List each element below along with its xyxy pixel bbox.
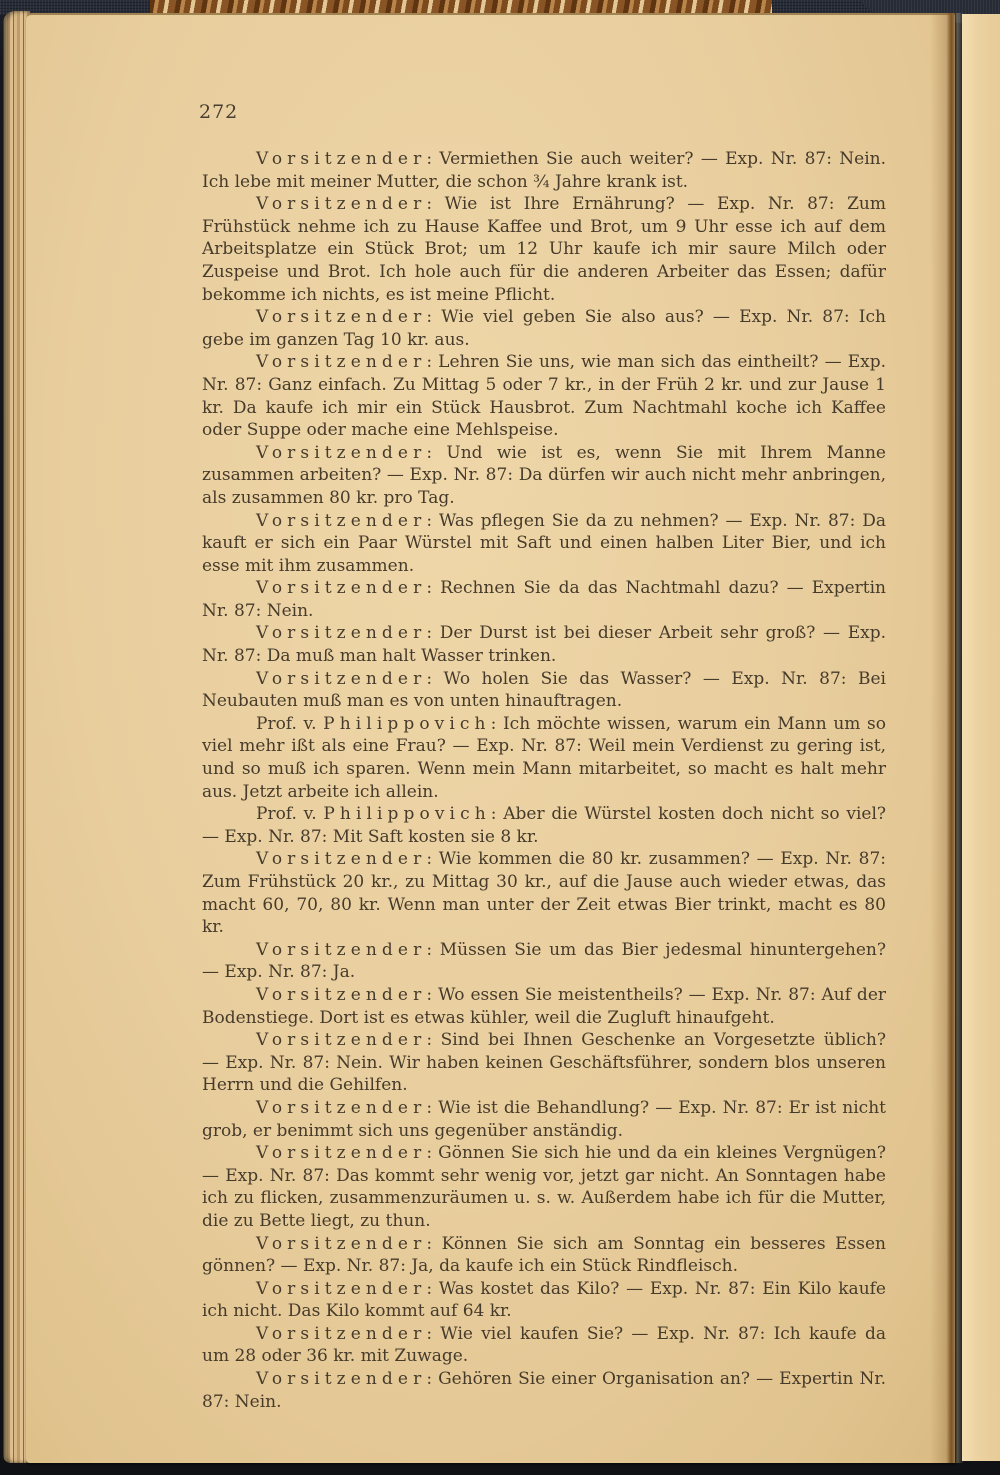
paragraph: Vorsitzender: Was pflegen Sie da zu nehmen? — Exp. Nr. 87: Da kauft er sich ein Paar Würstel mit Saft und einen halben Liter Bier, und ich esse mit ihm zusammen. [202, 510, 886, 576]
text-block [202, 148, 886, 1413]
speaker-label: Vorsitzender [256, 352, 427, 373]
paragraph: Vorsitzender: Wie kommen die 80 kr. zusammen? — Exp. Nr. 87: Zum Frühstück 20 kr., zu Mittag 30 kr., auf die Jause auch wieder etwas, das macht 60, 70, 80 kr. Wenn man unter der Zeit etwas Bier trinkt, macht es 80 kr. [202, 849, 886, 938]
book-page [26, 13, 955, 1463]
facing-page-sliver [962, 14, 1000, 1461]
speaker-label: Vorsitzender [256, 849, 427, 870]
speaker-label: Vorsitzender [256, 578, 427, 599]
speaker-label: Vorsitzender [256, 1323, 427, 1344]
speaker-label: Vorsitzender [256, 1097, 427, 1118]
paragraph: Vorsitzender: Was kostet das Kilo? — Exp. Nr. 87: Ein Kilo kaufe ich nicht. Das Kilo kommt auf 64 kr. [202, 1278, 886, 1322]
paragraph: Prof. v. Philippovich: Ich möchte wissen, warum ein Mann um so viel mehr ißt als eine Frau? — Exp. Nr. 87: Weil mein Verdienst zu gering ist, und so muß ich sparen. Wenn mein Mann mitarbeitet, so macht es halt mehr aus. Jetzt arbeite ich allein. [202, 713, 886, 802]
speaker-label: Vorsitzender [256, 510, 427, 531]
paragraph: Vorsitzender: Rechnen Sie da das Nachtmahl dazu? — Expertin Nr. 87: Nein. [202, 578, 886, 621]
speaker-label: Vorsitzender [256, 939, 427, 960]
marbled-page-edges [150, 0, 772, 14]
paragraph: Vorsitzender: Der Durst ist bei dieser Arbeit sehr groß? — Exp. Nr. 87: Da muß man halt Wasser trinken. [202, 623, 886, 667]
paragraph: Vorsitzender: Gehören Sie einer Organisation an? — Expertin Nr. 87: Nein. [202, 1369, 886, 1412]
speaker-label: Vorsitzender [256, 1030, 427, 1051]
speaker-label: Vorsitzender [256, 307, 427, 328]
speaker-label: Vorsitzender [256, 623, 427, 644]
speaker-label: Vorsitzender [256, 442, 427, 463]
speaker-label: Vorsitzender [256, 1233, 427, 1254]
speaker-label: Vorsitzender [256, 149, 427, 169]
paragraph: Prof. v. Philippovich: Aber die Würstel kosten doch nicht so viel? — Exp. Nr. 87: Mit Saft kosten sie 8 kr. [202, 804, 886, 847]
paragraph: Vorsitzender: Lehren Sie uns, wie man sich das eintheilt? — Exp. Nr. 87: Ganz einfach. Zu Mittag 5 oder 7 kr., in der Früh 2 kr. und zur Jause 1 kr. Da kaufe ich mir ein Stück Hausbrot. Zum Nachtmahl koche ich Kaffee oder Suppe oder mache eine Mehlspeise. [202, 352, 886, 441]
speaker-prefix: Prof. v. [256, 804, 324, 825]
paragraph: Vorsitzender: Und wie ist es, wenn Sie mit Ihrem Manne zusammen arbeiten? — Exp. Nr. 87: Da dürfen wir auch nicht mehr anbringen, als zusammen 80 kr. pro Tag. [202, 442, 886, 508]
paragraph: Vorsitzender: Müssen Sie um das Bier jedesmal hinuntergehen? — Exp. Nr. 87: Ja. [202, 939, 886, 983]
speaker-label: Vorsitzender [256, 1143, 427, 1164]
page-number: 272 [199, 101, 239, 123]
speaker-label: Philippovich [323, 713, 491, 734]
paragraph: Vorsitzender: Wie viel geben Sie also aus? — Exp. Nr. 87: Ich gebe im ganzen Tag 10 kr. aus. [202, 307, 886, 350]
speaker-label: Vorsitzender [256, 1278, 427, 1299]
speaker-label: Vorsitzender [256, 1369, 427, 1390]
paragraph: Vorsitzender: Gönnen Sie sich hie und da ein kleines Vergnügen? — Exp. Nr. 87: Das kommt sehr wenig vor, jetzt gar nicht. An Sonntagen habe ich zu flicken, zusammenzuräumen u. s. w. Außerdem habe ich für die Mutter, die zu Bette liegt, zu thun. [202, 1143, 886, 1231]
speaker-label: Vorsitzender [256, 668, 427, 689]
paragraph: Vorsitzender: Wie ist die Behandlung? — Exp. Nr. 87: Er ist nicht grob, er benimmt sich uns gegenüber anständig. [202, 1097, 886, 1141]
paragraph: Vorsitzender: Wie ist Ihre Ernährung? — Exp. Nr. 87: Zum Frühstück nehme ich zu Hause Kaffee und Brot, um 9 Uhr esse ich auf dem Arbeitsplatze ein Stück Brot; um 12 Uhr kaufe ich mir saure Milch oder Zuspeise und Brot. Ich hole auch für die anderen Arbeiter das Essen; dafür bekomme ich nichts, es ist meine Pflicht. [202, 194, 886, 305]
paragraph: Vorsitzender: Sind bei Ihnen Geschenke an Vorgesetzte üblich? — Exp. Nr. 87: Nein. Wir haben keinen Geschäftsführer, sondern blos unseren Herrn und die Gehilfen. [202, 1030, 886, 1096]
speaker-label: Vorsitzender [256, 194, 427, 215]
paragraph: Vorsitzender: Wo holen Sie das Wasser? — Exp. Nr. 87: Bei Neubauten muß man es von unten hinauftragen. [202, 668, 886, 712]
paragraph: Vorsitzender: Wie viel kaufen Sie? — Exp. Nr. 87: Ich kaufe da um 28 oder 36 kr. mit Zuwage. [202, 1323, 886, 1367]
paragraph: Vorsitzender: Vermiethen Sie auch weiter? — Exp. Nr. 87: Nein. Ich lebe mit meiner Mutter, die schon ¾ Jahre krank ist. [202, 149, 886, 192]
paragraph: Vorsitzender: Können Sie sich am Sonntag ein besseres Essen gönnen? — Exp. Nr. 87: Ja, da kaufe ich ein Stück Rindfleisch. [202, 1233, 886, 1277]
speaker-prefix: Prof. v. [256, 713, 324, 734]
speaker-label: Vorsitzender [256, 984, 427, 1005]
paragraph: Vorsitzender: Wo essen Sie meistentheils? — Exp. Nr. 87: Auf der Bodenstiege. Dort ist es etwas kühler, weil die Zugluft hinaufgeht. [202, 984, 886, 1028]
speaker-label: Philippovich [323, 804, 491, 825]
